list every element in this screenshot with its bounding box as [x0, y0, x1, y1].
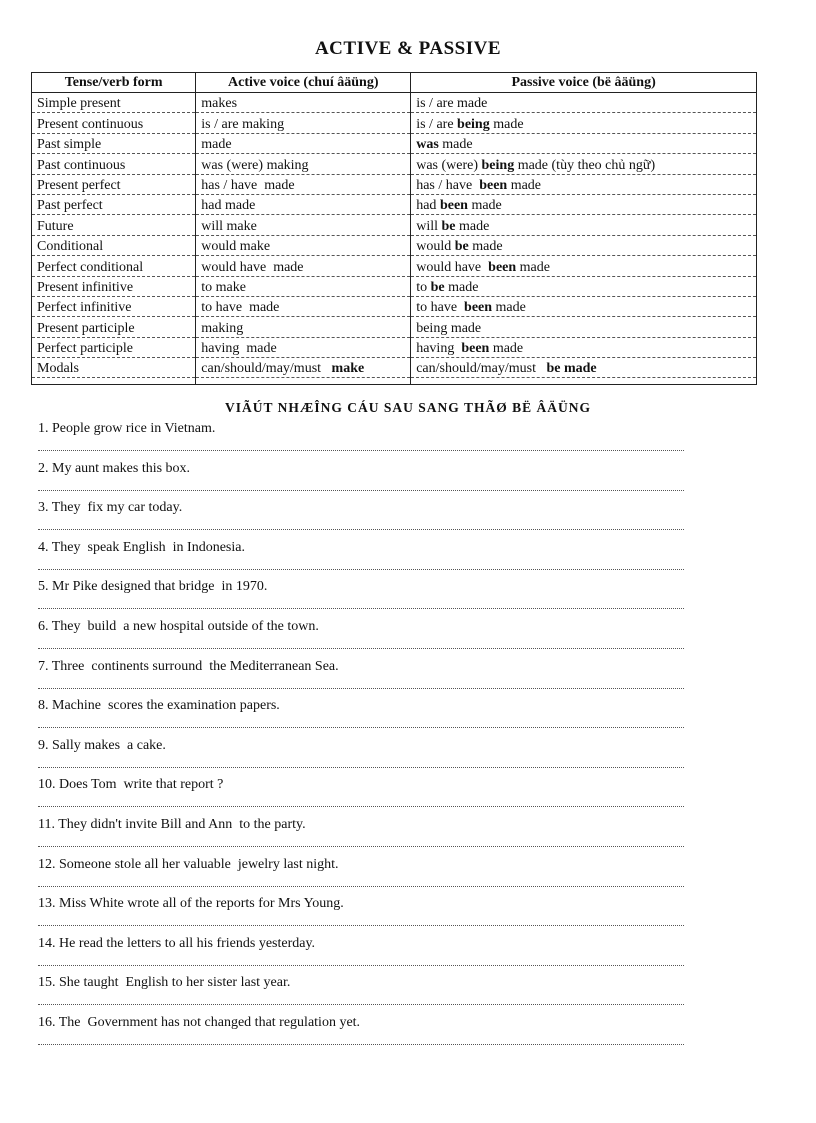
header-passive: Passive voice (bë âäüng): [411, 73, 757, 93]
table-row: [32, 358, 757, 378]
passive-cell: [411, 133, 757, 153]
verb-text: being made: [416, 320, 482, 336]
exercise-item: [38, 696, 686, 736]
exercise-item: [38, 459, 686, 499]
answer-line[interactable]: [38, 1004, 684, 1005]
tense-cell: Present continuous: [32, 113, 196, 133]
exercise-question: 3. They fix my car today.: [38, 500, 183, 516]
table-row: [32, 93, 757, 113]
bold-auxiliary: been: [439, 198, 468, 214]
answer-line[interactable]: [38, 925, 684, 926]
answer-line[interactable]: [38, 806, 684, 807]
passive-cell: [411, 174, 757, 194]
exercise-item: [38, 894, 686, 934]
verb-text: would: [416, 239, 455, 255]
passive-cell: [411, 296, 757, 316]
exercise-question: 2. My aunt makes this box.: [38, 460, 191, 476]
verb-text: having: [416, 341, 462, 357]
bold-auxiliary: being: [481, 157, 515, 173]
bold-auxiliary: be: [430, 279, 445, 295]
exercise-question: 13. Miss White wrote all of the reports for Mrs Young.: [38, 896, 344, 912]
active-cell: making: [196, 317, 411, 337]
table-row: [32, 235, 757, 255]
answer-line[interactable]: [38, 727, 684, 728]
verb-text: is / are made: [416, 96, 488, 112]
exercise-item: [38, 577, 686, 617]
active-cell: having made: [196, 337, 411, 357]
active-cell: to make: [196, 276, 411, 296]
verb-text: made: [489, 341, 524, 357]
exercise-item: [38, 736, 686, 776]
answer-line[interactable]: [38, 688, 684, 689]
exercise-item: [38, 498, 686, 538]
passive-cell: [411, 113, 757, 133]
exercise-item: [38, 973, 686, 1013]
bold-auxiliary: make: [331, 361, 365, 377]
tense-cell: Present infinitive: [32, 276, 196, 296]
answer-line[interactable]: [38, 965, 684, 966]
bold-auxiliary: been: [464, 300, 493, 316]
bold-auxiliary: been: [461, 341, 490, 357]
tense-cell: Future: [32, 215, 196, 235]
exercise-item: [38, 657, 686, 697]
exercise-item: [38, 934, 686, 974]
exercise-item: [38, 855, 686, 895]
table-row: [32, 317, 757, 337]
exercise-heading: VIÃÚT NHÆÎNG CÁU SAU SANG THÃØ BË ÂÄÜNG: [225, 400, 591, 415]
passive-cell: [411, 317, 757, 337]
bold-auxiliary: been: [488, 259, 517, 275]
active-cell: is / are making: [196, 113, 411, 133]
table-row: [32, 276, 757, 296]
active-cell: would make: [196, 235, 411, 255]
tense-cell: Perfect infinitive: [32, 296, 196, 316]
bold-auxiliary: was: [416, 137, 439, 153]
verb-text: to have: [416, 300, 465, 316]
table-row: [32, 337, 757, 357]
verb-text: made: [516, 259, 550, 275]
table-row: [32, 174, 757, 194]
answer-line[interactable]: [38, 490, 684, 491]
answer-line[interactable]: [38, 1044, 684, 1045]
exercise-question: 11. They didn't invite Bill and Ann to the party.: [38, 816, 306, 832]
passive-cell: [411, 154, 757, 174]
passive-cell: [411, 358, 757, 378]
table-row: [32, 296, 757, 316]
exercise-question: 1. People grow rice in Vietnam.: [38, 421, 216, 436]
verb-text: can/should/may/must: [416, 361, 547, 377]
verb-text: can/should/may/must: [201, 361, 332, 377]
table-row: [32, 133, 757, 153]
verb-text: made: [507, 177, 542, 193]
verb-text: made: [468, 239, 503, 255]
exercise-question: 12. Someone stole all her valuable jewelry last night.: [38, 856, 339, 872]
tense-cell: Simple present: [32, 93, 196, 113]
exercise-question: 4. They speak English in Indonesia.: [38, 539, 245, 555]
tense-cell: Perfect participle: [32, 337, 196, 357]
table-row: [32, 215, 757, 235]
exercise-question: 10. Does Tom write that report ?: [38, 777, 224, 793]
header-tense: Tense/verb form: [32, 73, 196, 93]
table-spacer-row: [32, 378, 757, 385]
answer-line[interactable]: [38, 529, 684, 530]
active-cell: to have made: [196, 296, 411, 316]
verb-text: made: [489, 116, 524, 132]
exercise-item: [38, 815, 686, 855]
verb-text: made: [467, 198, 502, 214]
verb-text: had: [416, 198, 440, 214]
answer-line[interactable]: [38, 648, 684, 649]
passive-cell: [411, 194, 757, 214]
table-body: [32, 93, 757, 385]
exercise-item: [38, 419, 686, 459]
exercise-item: [38, 617, 686, 657]
tense-cell: Past continuous: [32, 154, 196, 174]
bold-auxiliary: be: [454, 239, 469, 255]
table-row: [32, 194, 757, 214]
tense-cell: Past perfect: [32, 194, 196, 214]
exercise-question: 16. The Government has not changed that regulation yet.: [38, 1014, 361, 1030]
page-title: ACTIVE & PASSIVE: [314, 38, 502, 59]
exercise-question: 14. He read the letters to all his friends yesterday.: [38, 935, 316, 951]
exercise-item: [38, 538, 686, 578]
tense-table: [31, 72, 757, 385]
bold-auxiliary: been: [479, 177, 508, 193]
exercise-question: 6. They build a new hospital outside of the town.: [38, 618, 319, 634]
exercise-item: [38, 775, 686, 815]
tense-cell: Present perfect: [32, 174, 196, 194]
answer-line[interactable]: [38, 886, 684, 887]
verb-text: made: [492, 300, 526, 316]
verb-text: to: [416, 279, 431, 295]
table-row: [32, 154, 757, 174]
verb-text: made (tùy theo chủ ngữ): [514, 157, 656, 173]
active-cell: would have made: [196, 256, 411, 276]
tense-cell: Conditional: [32, 235, 196, 255]
exercise-list: [38, 419, 686, 1053]
answer-line[interactable]: [38, 569, 684, 570]
verb-text: would have: [416, 259, 489, 275]
exercise-question: 9. Sally makes a cake.: [38, 737, 166, 753]
tense-cell: Modals: [32, 358, 196, 378]
verb-text: is / are: [416, 116, 458, 132]
tense-cell: Perfect conditional: [32, 256, 196, 276]
active-cell: [196, 358, 411, 378]
tense-cell: Past simple: [32, 133, 196, 153]
verb-text: made: [444, 279, 479, 295]
table-row: [32, 113, 757, 133]
answer-line[interactable]: [38, 608, 684, 609]
active-cell: has / have made: [196, 174, 411, 194]
exercise-question: 7. Three continents surround the Mediterranean Sea.: [38, 658, 339, 674]
answer-line[interactable]: [38, 767, 684, 768]
passive-cell: [411, 276, 757, 296]
verb-text: made: [438, 137, 473, 153]
bold-auxiliary: be made: [546, 361, 597, 377]
table-header-row: [32, 73, 757, 93]
bold-auxiliary: be: [441, 218, 456, 234]
header-active: Active voice (chuí âäüng): [196, 73, 411, 93]
passive-cell: [411, 215, 757, 235]
answer-line[interactable]: [38, 450, 684, 451]
exercise-question: 8. Machine scores the examination papers.: [38, 698, 280, 714]
exercise-question: 15. She taught English to her sister last year.: [38, 975, 291, 991]
bold-auxiliary: being: [457, 116, 490, 132]
tense-cell: Present participle: [32, 317, 196, 337]
verb-text: will: [416, 218, 442, 234]
exercise-item: [38, 1013, 686, 1053]
verb-text: has / have: [416, 177, 480, 193]
active-cell: will make: [196, 215, 411, 235]
active-cell: makes: [196, 93, 411, 113]
table-row: [32, 256, 757, 276]
passive-cell: [411, 93, 757, 113]
active-cell: made: [196, 133, 411, 153]
active-cell: was (were) making: [196, 154, 411, 174]
verb-text: made: [455, 218, 490, 234]
active-cell: had made: [196, 194, 411, 214]
verb-text: was (were): [416, 157, 482, 173]
passive-cell: [411, 337, 757, 357]
answer-line[interactable]: [38, 846, 684, 847]
passive-cell: [411, 256, 757, 276]
exercise-question: 5. Mr Pike designed that bridge in 1970.: [38, 579, 268, 595]
passive-cell: [411, 235, 757, 255]
